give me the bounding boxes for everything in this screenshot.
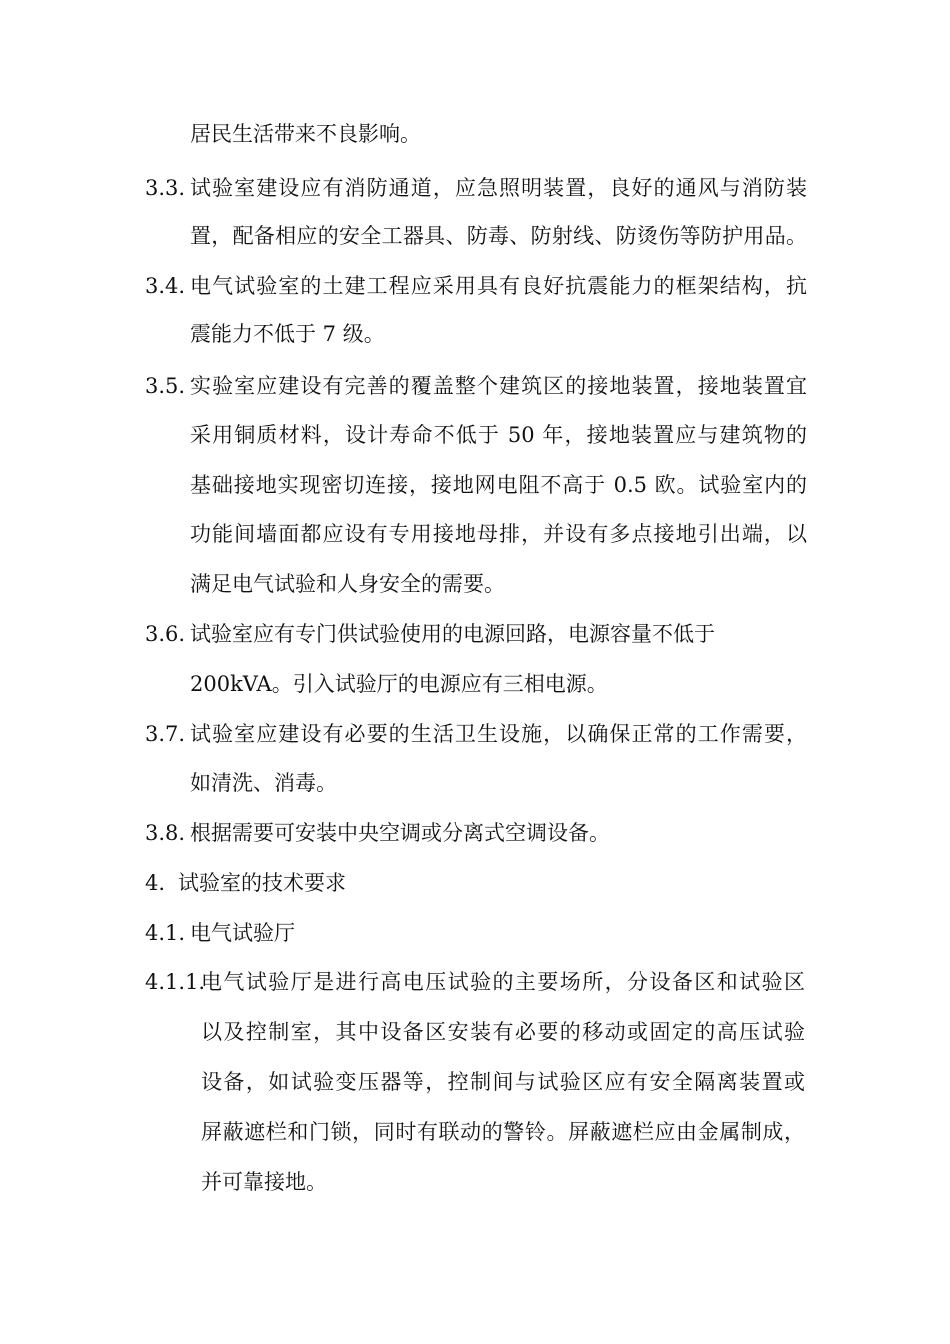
text-line: 设备，如试验变压器等，控制间与试验区应有安全隔离装置或 — [201, 1070, 805, 1094]
text-line: 基础接地实现密切连接，接地网电阻不高于 0.5 欧。试验室内的 — [190, 473, 807, 497]
text-line-wrap — [190, 272, 807, 300]
text-line-wrap — [190, 720, 807, 748]
text-line: 居民生活带来不良影响。 — [190, 122, 421, 146]
text-line-wrap — [190, 372, 807, 400]
text-line: 并可靠接地。 — [201, 1170, 327, 1194]
text-line: 如清洗、消毒。 — [190, 771, 337, 795]
section-title: 电气试验厅 — [190, 921, 295, 945]
text-line: 实验室应建设有完善的覆盖整个建筑区的接地装置，接地装置宜 — [190, 374, 807, 398]
text-line-wrap — [201, 968, 805, 996]
text-line-wrap — [190, 421, 807, 449]
text-line-wrap — [201, 1068, 805, 1096]
text-line: 试验室应有专门供试验使用的电源回路，电源容量不低于 — [190, 622, 715, 646]
section-number: 4. — [145, 871, 166, 895]
text-line: 屏蔽遮栏和门锁，同时有联动的警铃。屏蔽遮栏应由金属制成， — [201, 1120, 805, 1144]
text-line: 试验室应建设有必要的生活卫生设施，以确保正常的工作需要， — [190, 722, 807, 746]
text-line: 功能间墙面都应设有专用接地母排，并设有多点接地引出端，以 — [190, 522, 807, 546]
text-line-wrap — [201, 1118, 805, 1146]
text-line: 电气试验厅是进行高电压试验的主要场所，分设备区和试验区 — [201, 970, 805, 994]
text-line: 以及控制室，其中设备区安装有必要的移动或固定的高压试验 — [201, 1020, 805, 1044]
text-line-wrap — [201, 1018, 805, 1046]
text-line-wrap — [190, 222, 807, 250]
text-line: 试验室建设应有消防通道，应急照明装置，良好的通风与消防装 — [190, 176, 807, 200]
text-line-wrap — [190, 471, 807, 499]
clause-number: 3.8. — [145, 821, 186, 845]
clause-number: 3.7. — [145, 722, 186, 746]
text-line: 满足电气试验和人身安全的需要。 — [190, 572, 505, 596]
text-line: 震能力不低于 7 级。 — [190, 322, 385, 346]
text-line: 电气试验室的土建工程应采用具有良好抗震能力的框架结构，抗 — [190, 274, 807, 298]
text-line: 置，配备相应的安全工器具、防毒、防射线、防烫伤等防护用品。 — [190, 224, 807, 248]
text-line-wrap — [190, 520, 807, 548]
text-line: 200kVA。引入试验厅的电源应有三相电源。 — [190, 672, 608, 696]
clause-number: 3.6. — [145, 622, 186, 646]
text-line: 根据需要可安装中央空调或分离式空调设备。 — [190, 821, 610, 845]
clause-number: 3.4. — [145, 274, 186, 298]
text-line: 采用铜质材料，设计寿命不低于 50 年，接地装置应与建筑物的 — [190, 423, 807, 447]
clause-number: 4.1.1. — [145, 970, 206, 994]
clause-number: 3.3. — [145, 176, 186, 200]
clause-number: 3.5. — [145, 374, 186, 398]
section-title: 试验室的技术要求 — [178, 871, 346, 895]
text-line-wrap — [190, 174, 807, 202]
section-number: 4.1. — [145, 921, 186, 945]
